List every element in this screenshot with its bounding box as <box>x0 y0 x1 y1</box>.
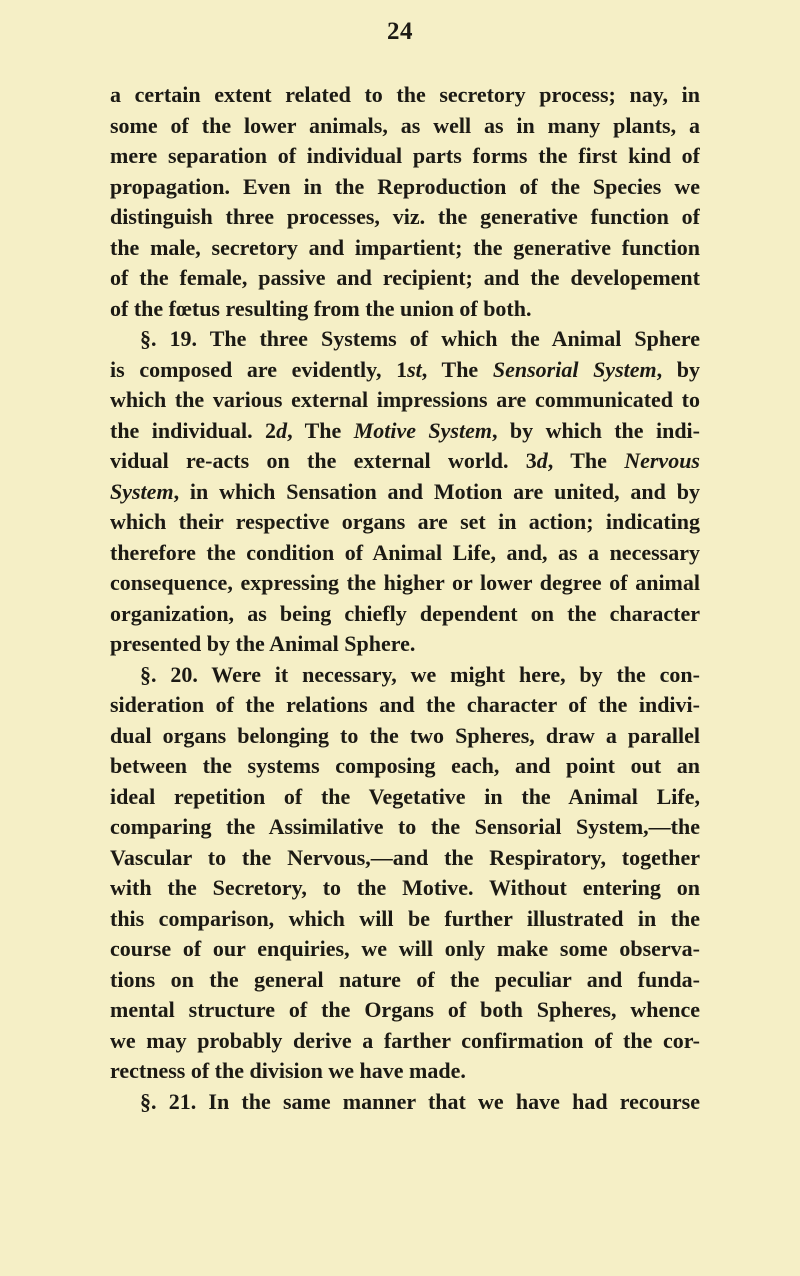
text-line <box>110 294 700 325</box>
italic-text: Sensorial System <box>492 356 657 382</box>
text-line <box>110 172 700 203</box>
italic-text: d <box>276 417 288 443</box>
text-line <box>110 233 700 264</box>
italic-text: System <box>110 478 174 504</box>
text-segment: of the fœtus resulting from the union of both. <box>110 295 532 321</box>
text-line <box>110 446 700 477</box>
text-segment: with the Secretory, to the Motive. Without entering on <box>110 875 700 900</box>
text-line <box>110 1087 700 1118</box>
text-segment: organization, as being chiefly dependent on the character <box>110 600 700 626</box>
text-segment: comparing the Assimilative to the Sensorial System,—the <box>110 814 700 839</box>
text-line <box>110 690 700 721</box>
italic-text: Motive System <box>353 417 492 443</box>
text-segment: mental structure of the Organs of both Spheres, whence <box>110 997 700 1022</box>
text-segment: distinguish three processes, viz. the generative function of <box>110 204 700 229</box>
text-line <box>110 324 700 355</box>
text-segment: which their respective organs are set in action; indicating <box>110 509 700 534</box>
text-segment: the male, secretory and impartient; the generative function <box>110 234 700 260</box>
text-line <box>110 202 700 233</box>
text-segment: consequence, expressing the higher or lower degree of animal <box>110 570 700 595</box>
text-line <box>110 1026 700 1057</box>
text-segment: propagation. Even in the Reproduction of the Species we <box>110 173 700 199</box>
text-segment: , by which the indi- <box>491 417 700 443</box>
text-segment: §. 19. The three Systems of which the Animal Sphere <box>140 326 700 351</box>
text-line <box>110 721 700 752</box>
text-segment: mere separation of individual parts forms the first kind of <box>110 143 700 168</box>
text-segment: a certain extent related to the secretory process; nay, in <box>110 82 700 107</box>
text-line <box>110 904 700 935</box>
text-segment: we may probably derive a farther confirmation of the cor- <box>110 1027 700 1053</box>
text-line <box>110 812 700 843</box>
text-segment: , by <box>656 356 700 382</box>
text-segment: this comparison, which will be further illustrated in the <box>110 905 700 931</box>
text-line <box>110 873 700 904</box>
text-segment: tions on the general nature of the peculiar and funda- <box>110 966 700 992</box>
text-segment: §. 21. In the same manner that we have had recourse <box>140 1088 700 1114</box>
text-line <box>110 751 700 782</box>
text-line <box>110 599 700 630</box>
text-line <box>110 141 700 172</box>
text-line <box>110 416 700 447</box>
italic-text: Nervous <box>624 448 700 473</box>
italic-text: d <box>536 448 548 473</box>
text-segment: , The <box>421 356 493 382</box>
text-line <box>110 80 700 111</box>
text-segment: which the various external impressions are communicated to <box>110 387 700 412</box>
text-segment: Vascular to the Nervous,—and the Respiratory, together <box>110 844 700 870</box>
text-segment: , The <box>547 448 625 473</box>
text-line <box>110 782 700 813</box>
text-line <box>110 629 700 660</box>
text-segment: therefore the condition of Animal Life, and, as a necessary <box>110 539 700 565</box>
text-line <box>110 111 700 142</box>
text-segment: sideration of the relations and the character of the indivi- <box>110 692 700 717</box>
text-segment: §. 20. Were it necessary, we might here, by the con- <box>140 661 700 687</box>
text-line <box>110 965 700 996</box>
text-line <box>110 995 700 1026</box>
text-segment: ideal repetition of the Vegetative in the Animal Life, <box>110 783 700 809</box>
text-line <box>110 263 700 294</box>
text-segment: , The <box>287 417 354 443</box>
italic-text: st <box>407 356 422 382</box>
text-line <box>110 660 700 691</box>
page-number: 24 <box>387 18 413 45</box>
text-line <box>110 355 700 386</box>
text-segment: , in which Sensation and Motion are united, and by <box>173 478 700 504</box>
text-segment: of the female, passive and recipient; and the developement <box>110 265 700 290</box>
text-segment: some of the lower animals, as well as in many plants, a <box>110 112 700 138</box>
text-segment: is composed are evidently, 1 <box>110 356 408 382</box>
text-segment: course of our enquiries, we will only make some observa- <box>110 936 700 961</box>
text-segment: rectness of the division we have made. <box>110 1058 466 1083</box>
text-segment: vidual re-acts on the external world. 3 <box>110 448 537 473</box>
text-segment: between the systems composing each, and point out an <box>110 753 700 778</box>
text-line <box>110 385 700 416</box>
text-segment: the individual. 2 <box>110 417 277 443</box>
text-line <box>110 568 700 599</box>
text-segment: presented by the Animal Sphere. <box>110 631 416 656</box>
text-line <box>110 934 700 965</box>
text-line <box>110 477 700 508</box>
text-segment: dual organs belonging to the two Spheres, draw a parallel <box>110 722 700 748</box>
body-text <box>110 80 700 1117</box>
text-line <box>110 843 700 874</box>
text-line <box>110 538 700 569</box>
text-line <box>110 507 700 538</box>
text-line <box>110 1056 700 1087</box>
